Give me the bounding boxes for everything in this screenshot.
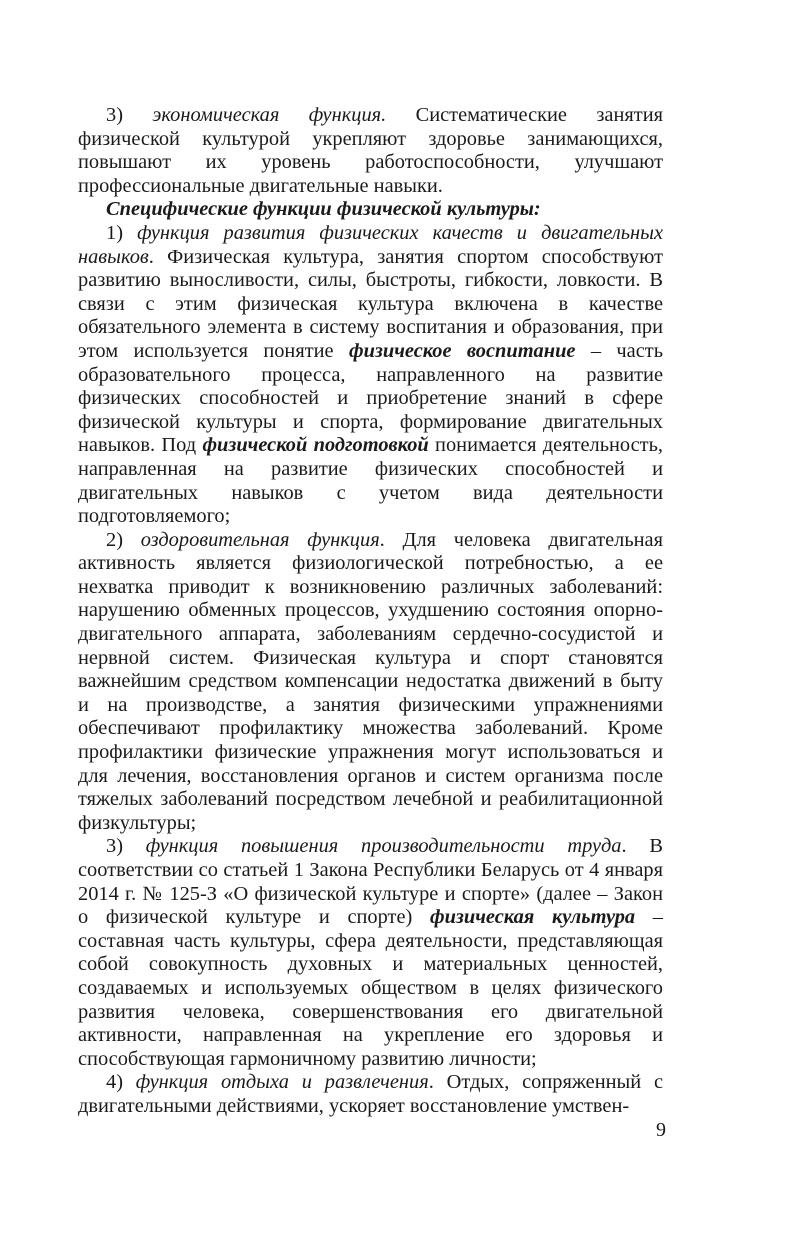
paragraph-health-function <box>78 529 663 836</box>
body-text <box>78 104 663 1119</box>
paragraph-text: понимается деятельность, направленная на развитие физических способностей и двигательных навыков с учетом вида деятельности подготовляемого; <box>78 434 663 528</box>
item-number: 1) <box>106 221 138 244</box>
function-term: функция повышения производительности труда <box>145 835 622 858</box>
paragraph-text: Систематические занятия физической культурой укрепляют здоровье занимающихся, повышают их уровень работоспособности, улучшают профессиональные двигательные навыки. <box>78 104 663 197</box>
paragraph-text: – составная часть культуры, сфера деятельности, представляющая собой совокупность духовных и материальных ценностей, создаваемых и используемых обществом в целях физического развития человека, совершенствования его двигательной активности, направленная на укрепление его здоровья и способствующая гармоничному развитию личности; <box>78 906 664 1070</box>
section-heading: Специфические функции физической культуры: <box>106 198 541 221</box>
paragraph-leisure-function <box>78 1071 663 1118</box>
item-number: 4) <box>106 1071 136 1094</box>
item-number: 2) <box>106 528 141 551</box>
function-term: оздоровительная функция <box>140 528 380 551</box>
key-term: физической подготовкой <box>202 434 429 457</box>
function-term: функция развития физических качеств и двигательных навыков <box>78 221 663 268</box>
key-term: физическое воспитание <box>348 339 576 362</box>
function-term: экономическая функция. <box>152 104 387 126</box>
paragraph-development-function <box>78 222 663 529</box>
paragraph-text: . Физическая культура, занятия спортом способствуют развитию выносливости, силы, быстроты, гибкости, ловкости. В связи с этим физическая культура включена в качестве обязательного элемента в систему воспитания и образования, при этом используется понятие <box>78 245 663 362</box>
paragraph-economic-function <box>78 104 663 198</box>
paragraph-text: . В соответствии со статьей 1 Закона Республики Беларусь от 4 января 2014 г. № 125-З «О физической культуре и спорте» (далее – Закон о физической культуре и спорте) <box>78 835 664 929</box>
paragraph-text: . Отдых, сопряженный с двигательными действиями, ускоряет восстановление умствен- <box>78 1071 663 1117</box>
paragraph-productivity-function <box>78 835 663 1071</box>
item-number: 3) <box>106 104 153 126</box>
page-number: 9 <box>656 1119 666 1141</box>
paragraph-text: . Для человека двигательная активность является физиологической потребностью, а ее нехватка приводит к возникновению различных заболеваний: нарушению обменных процессов, ухудшению состояния опорно-двигательного аппарата, заболеваниям сердечно-сосудистой и нервной систем. Физическая культура и спорт становятся важнейшим средством компенсации недостатка движений в быту и на производстве, а занятия физическими упражнениями обеспечивают профилактику множества заболеваний. Кроме профилактики физические упражнения могут использоваться и для лечения, восстановления органов и систем организма после тяжелых заболеваний посредством лечебной и реабилитационной физкультуры; <box>78 528 663 834</box>
paragraph-text: – часть образовательного процесса, направленного на развитие физических способностей и приобретение знаний в сфере физической культуры и спорта, формирование двигательных навыков. Под <box>78 339 663 457</box>
function-term: функция отдыха и развлечения <box>135 1071 429 1094</box>
key-term: физическая культура <box>430 906 636 929</box>
item-number: 3) <box>106 835 146 858</box>
